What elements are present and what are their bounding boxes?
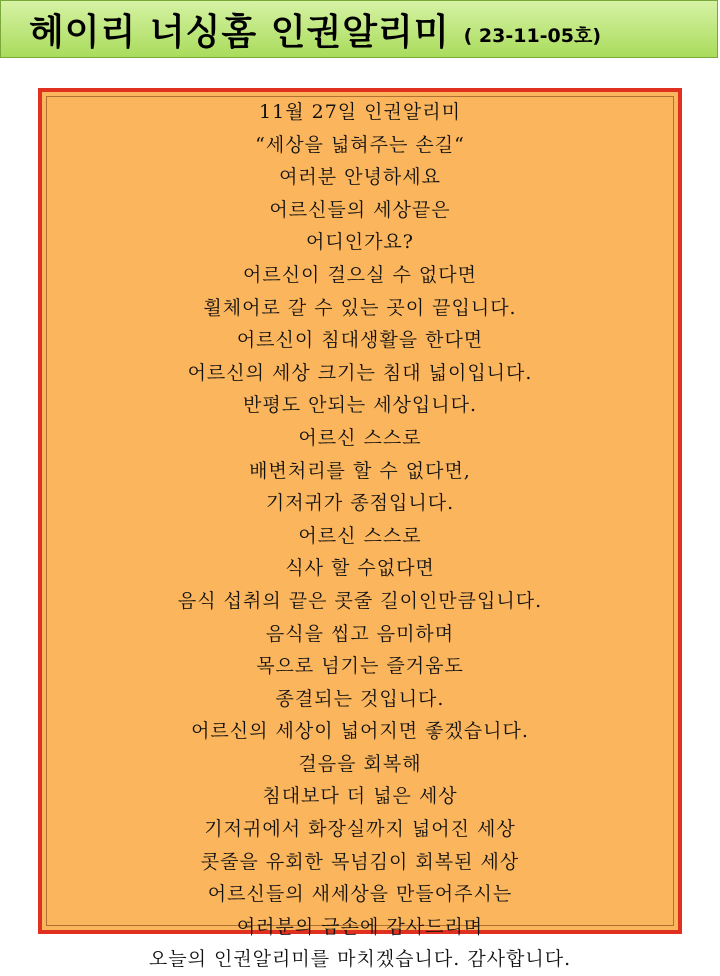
notice-line: 여러분의 금손에 감사드리며 [236,915,484,938]
notice-line: 음식을 씹고 음미하며 [265,622,455,645]
notice-line: 기저귀가 종점입니다. [265,492,455,515]
notice-line: “세상을 넓혀주는 손길“ [255,133,465,156]
notice-line: 11월 27일 인권알리미 [259,101,461,123]
notice-line: 어르신이 걸으실 수 없다면 [242,263,477,286]
notice-line: 종결되는 것입니다. [275,687,445,710]
notice-line: 반평도 안되는 세상입니다. [242,394,477,417]
notice-line: 기저귀에서 화장실까지 넓어진 세상 [204,818,516,841]
notice-line: 목으로 넘기는 즐거움도 [256,655,464,678]
issue-number: ( 23-11-05호) [463,24,602,47]
page-title: 헤이리 너싱홈 인권알리미 [29,11,450,53]
notice-line: 여러분 안녕하세요 [279,166,441,189]
notice-line: 휠체어로 갈 수 있는 곳이 끝입니다. [203,296,517,319]
title-banner [0,0,718,58]
notice-line: 어르신 스스로 [298,524,422,547]
notice-line: 어르신 스스로 [298,426,422,449]
notice-line: 어르신이 침대생활을 한다면 [236,329,484,352]
notice-line: 어르신들의 세상끝은 [269,198,451,221]
notice-line: 콧줄을 유회한 목넘김이 회복된 세상 [200,850,520,873]
notice-line: 침대보다 더 넓은 세상 [262,785,458,808]
notice-frame [38,88,682,971]
notice-line: 어르신의 세상 크기는 침대 넓이입니다. [187,361,533,384]
notice-line: 식사 할 수없다면 [285,557,435,580]
notice-line: 음식 섭취의 끝은 콧줄 길이인만큼입니다. [177,589,543,612]
notice-line: 어르신의 세상이 넓어지면 좋겠습니다. [191,720,529,743]
notice-line: 어르신들의 새세상을 만들어주시는 [207,883,513,906]
notice-line: 걸음을 회복해 [298,752,422,775]
notice-line: 오늘의 인권알리미를 마치겠습니다. 감사합니다. [148,948,572,971]
notice-body [42,96,678,976]
notice-line: 배변처리를 할 수 없다면, [249,459,471,482]
notice-line: 어디인가요? [306,231,414,254]
